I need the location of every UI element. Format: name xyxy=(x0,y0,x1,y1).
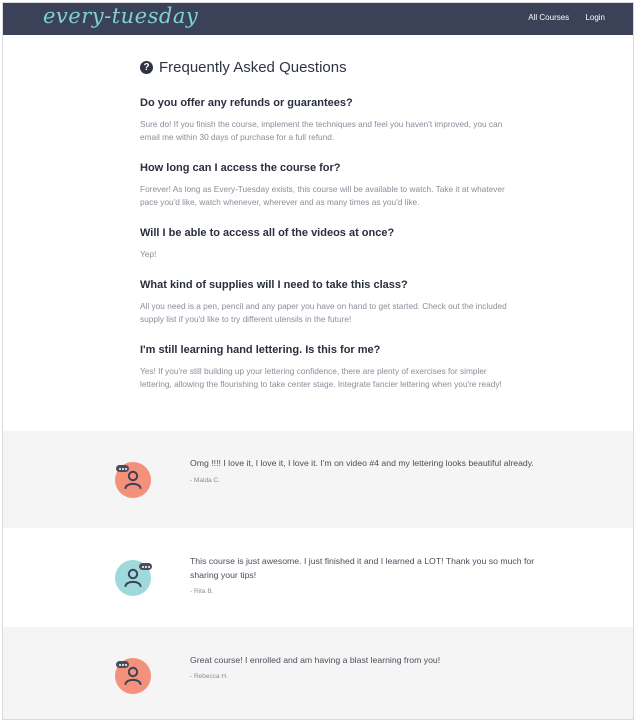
faq-answer: Sure do! If you finish the course, implement the techniques and feel you haven't improved, you can email me within 30 days of purchase for a full refund. xyxy=(140,119,503,142)
testimonial-text: Omg !!!! I love it, I love it, I love it. I'm on video #4 and my lettering looks beautiful already. xyxy=(190,458,534,468)
faq-question: I'm still learning hand lettering. Is this for me? xyxy=(140,344,381,356)
faq-answer: Yes! If you're still building up your lettering confidence, there are plenty of exercises for simpler lettering, allowing the flourishing to take center stage. Integrate fancier lettering when you're ready! xyxy=(140,366,502,389)
faq-question: Will I be able to access all of the videos at once? xyxy=(140,227,395,239)
faq-question: Do you offer any refunds or guarantees? xyxy=(140,97,353,109)
faq-item xyxy=(140,344,520,391)
question-circle-icon: ? xyxy=(140,61,153,74)
faq-item xyxy=(140,227,520,261)
testimonial-text: This course is just awesome. I just finished it and I learned a LOT! Thank you so much for sharing your tips! xyxy=(190,556,535,580)
faq-title: Frequently Asked Questions xyxy=(159,59,347,76)
faq-item xyxy=(140,97,520,144)
testimonial-text: Great course! I enrolled and am having a blast learning from you! xyxy=(190,655,441,665)
avatar xyxy=(115,658,151,694)
testimonial-card xyxy=(3,528,633,627)
chat-bubble-icon xyxy=(139,563,152,570)
faq-answer: Yep! xyxy=(140,249,157,259)
page xyxy=(2,2,634,720)
navbar xyxy=(3,3,633,35)
avatar xyxy=(115,462,151,498)
logo[interactable]: every-tuesday xyxy=(43,4,199,28)
faq-heading xyxy=(140,59,520,76)
nav-links xyxy=(514,13,605,22)
faq-question: What kind of supplies will I need to take this class? xyxy=(140,279,408,291)
nav-login-link[interactable]: Login xyxy=(585,13,605,22)
faq-section xyxy=(140,59,520,409)
chat-bubble-icon xyxy=(116,465,129,472)
faq-item xyxy=(140,279,520,326)
faq-answer: Forever! As long as Every-Tuesday exists, this course will be available to watch. Take it at whatever pace you'd like, watch whenever, wherever and as many times as you'd like. xyxy=(140,184,505,207)
avatar xyxy=(115,560,151,596)
testimonial-card xyxy=(3,431,633,528)
testimonial-card xyxy=(3,627,633,720)
chat-bubble-icon xyxy=(116,661,129,668)
faq-answer: All you need is a pen, pencil and any paper you have on hand to get started. Check out the included supply list if you'd like to try different utensils in the future! xyxy=(140,301,507,324)
testimonial-author: - Maida C. xyxy=(190,477,220,484)
faq-item xyxy=(140,162,520,209)
faq-question: How long can I access the course for? xyxy=(140,162,341,174)
testimonial-author: - Rebecca H. xyxy=(190,673,228,680)
nav-all-courses-link[interactable]: All Courses xyxy=(528,13,570,22)
testimonial-author: - Rita B. xyxy=(190,588,214,595)
